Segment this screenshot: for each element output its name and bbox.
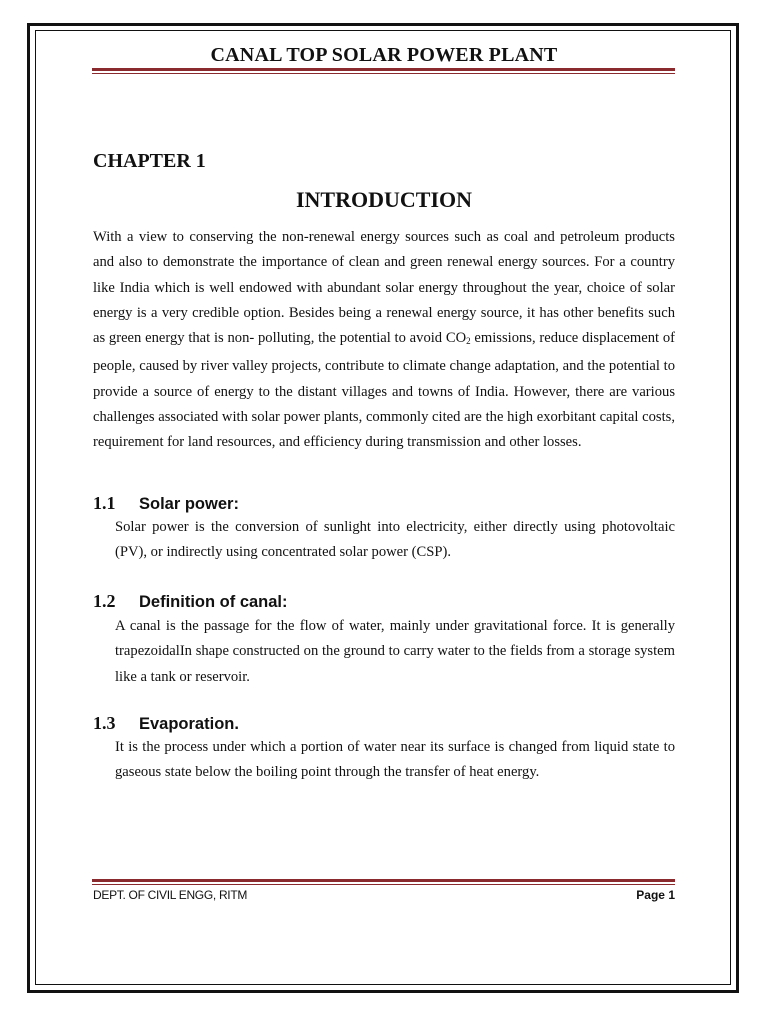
section-body-1-2: A canal is the passage for the flow of water, mainly under gravitational force. It is generally trapezoidalIn shape constructed on the ground to carry water to the fields from a storage system like a tank or reservoir. xyxy=(115,618,675,685)
chapter-title: INTRODUCTION xyxy=(295,187,473,212)
chapter-label: CHAPTER 1 xyxy=(93,150,206,172)
section-number: 1.2 xyxy=(93,591,116,611)
header-rule xyxy=(92,68,675,74)
section-title: Definition of canal: xyxy=(139,593,288,611)
intro-text-part1: With a view to conserving the non-renewal energy sources such as coal and petroleum products and also to demonstrate the importance of clean and green renewal energy sources. For a country like India which is well endowed with abundant solar energy throughout the year, choice of solar energy is a very credible option. Besides being a renewal energy source, it has other benefits such as green energy that is non- polluting, the potential to avoid CO xyxy=(93,229,675,347)
section-number: 1.1 xyxy=(93,493,116,513)
co2-subscript: 2 xyxy=(466,336,471,347)
section-title: Solar power: xyxy=(139,495,239,513)
section-title: Evaporation. xyxy=(139,715,239,733)
footer-department: DEPT. OF CIVIL ENGG, RITM xyxy=(93,888,248,902)
intro-text-part2: emissions, reduce displacement of people, caused by river valley projects, contribute to climate change adaptation, and the potential to provide a source of energy to the distant villages and towns of India. However, there are various challenges associated with solar power plants, commonly cited are the high exorbitant capital costs, requirement for land resources, and efficiency during transmission and other losses. xyxy=(93,330,675,451)
section-heading-1-3 xyxy=(93,713,239,734)
footer-page-number: Page 1 xyxy=(636,888,675,902)
intro-paragraph xyxy=(93,225,675,456)
section-number: 1.3 xyxy=(93,713,116,733)
section-body-1-1: Solar power is the conversion of sunlight into electricity, either directly using photovoltaic (PV), or indirectly using concentrated solar power (CSP). xyxy=(115,519,675,561)
footer-rule xyxy=(92,879,675,885)
running-header-title: CANAL TOP SOLAR POWER PLANT xyxy=(210,44,558,66)
section-heading-1-2 xyxy=(93,591,288,612)
section-body-1-3: It is the process under which a portion of water near its surface is changed from liquid state to gaseous state below the boiling point through the transfer of heat energy. xyxy=(115,739,675,781)
section-heading-1-1 xyxy=(93,493,239,514)
